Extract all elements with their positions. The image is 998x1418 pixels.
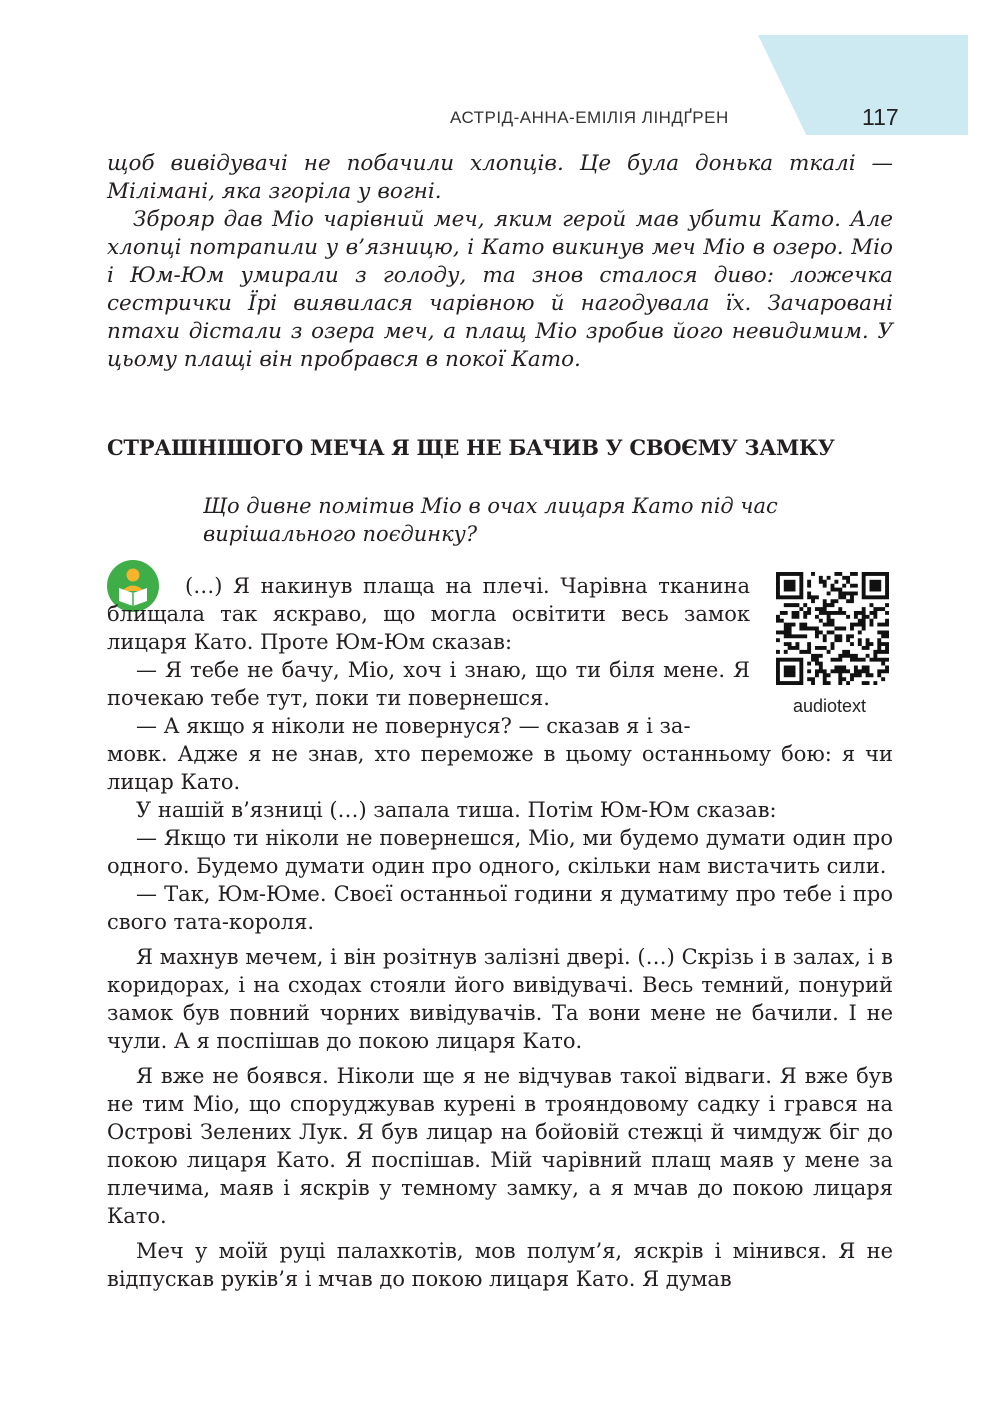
story-paragraph: Меч у моїй руці палахкотів, мов полум’я, яскрів і мінився. Я не відпускав руків’я і мчав до покою лицаря Като. Я думав [107, 1239, 893, 1291]
story-paragraph: (…) Я накинув плаща на плечі. Чарівна тканина блищала так яскраво, що могла освітити весь замок лицаря Като. Проте Юм-Юм сказав: [107, 574, 750, 654]
story-paragraph: — Я тебе не бачу, Міо, хоч і знаю, що ти біля мене. Я почекаю тебе тут, поки ти повернешся. [107, 658, 750, 710]
story-paragraph: Я вже не боявся. Ніколи ще я не відчував такої відваги. Я вже був не тим Міо, що споруджував курені в трояндовому садку і грався на Острові Зелених Лук. Я був лицар на бойовій стежці й чимдуж біг до покою лицаря Като. Я поспішав. Мій чарівний плащ маяв у мене за плечима, маяв і яскрів у темному замку, а я мчав до покою лицаря Като. [107, 1064, 893, 1228]
story-paragraph: — Так, Юм-Юме. Своєї останньої години я думатиму про тебе і про свого тата-короля. [107, 882, 893, 934]
section-title: СТРАШНІШОГО МЕЧА Я ЩЕ НЕ БАЧИВ У СВОЄМУ ЗАМКУ [107, 435, 835, 460]
page-number: 117 [862, 104, 899, 130]
story-text [107, 572, 893, 1293]
story-paragraph: — Якщо ти ніколи не повернешся, Міо, ми будемо думати один про одного. Будемо думати один про одного, скільки нам вистачить сили. [107, 826, 893, 878]
wrapped-block [107, 572, 750, 740]
story-paragraph-start: — А якщо я ніколи не повернуся? — сказав я і за- [136, 714, 691, 738]
story-paragraph: У нашій в’язниці (…) запала тиша. Потім Юм-Юм сказав: [136, 798, 777, 822]
qr-label: audiotext [793, 696, 867, 716]
question: Що дивне помітив Міо в очах лицаря Като під час вирішального поєдинку? [203, 494, 778, 546]
summary-paragraph: Зброяр дав Міо чарівний меч, яким герой мав убити Като. Але хлопці потрапили у в’язницю, і Като викинув меч Міо в озеро. Міо і Юм-Юм умирали з голоду, та знов сталося диво: ложечка сестрички Їрі виявилася чарівною й нагодувала їх. Зачаровані птахи дістали з озера меч, а плащ Міо зробив його невидимим. У цьому плащі він пробрався в покої Като. [107, 207, 893, 372]
story-paragraph-continued: мовк. Адже я не знав, хто переможе в цьому останньому бою: я чи лицар Като. [107, 742, 893, 794]
running-head: АСТРІД-АННА-ЕМІЛІЯ ЛІНДҐРЕН [450, 108, 729, 127]
story-paragraph: Я махнув мечем, і він розітнув залізні двері. (…) Скрізь і в залах, і в коридорах, і на сходах стояли його вивідувачі. Весь темний, понурий замок був повний чорних вивідувачів. Та вони мене не бачили. І не чули. А я поспішав до покою лицаря Като. [107, 945, 893, 1053]
summary [107, 150, 893, 374]
summary-paragraph: щоб вивідувачі не побачили хлопців. Це була донька ткалі — Мілімані, яка згоріла у вогні. [107, 151, 893, 204]
